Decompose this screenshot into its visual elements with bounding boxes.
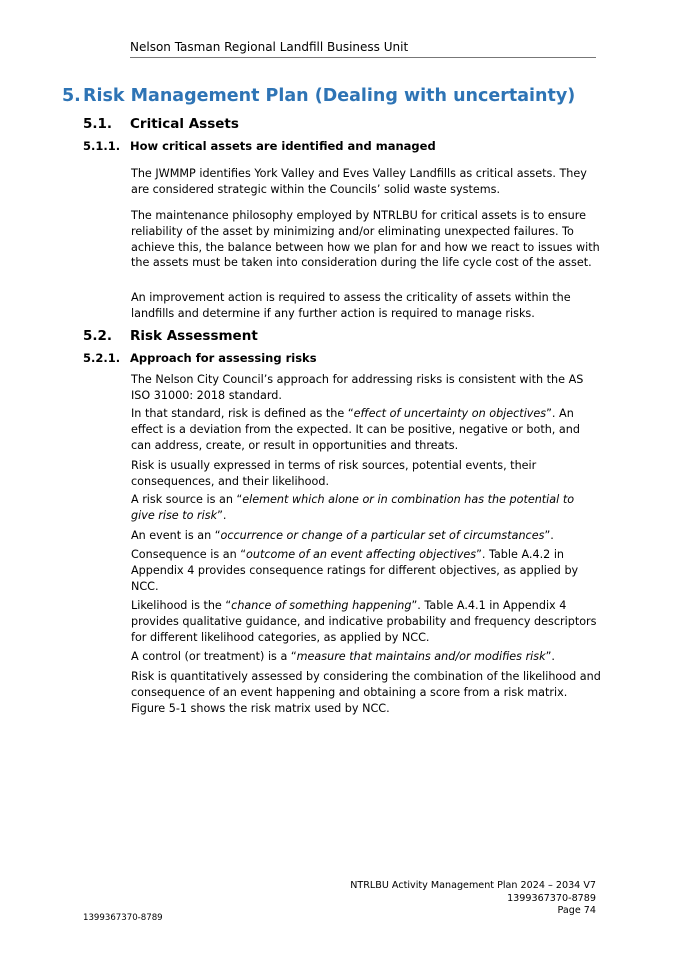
paragraph: Risk is usually expressed in terms of risk sources, potential events, their consequences, and their likelihood. <box>131 459 537 488</box>
section-number: 5.1.1. <box>83 139 121 153</box>
section-5-1-heading <box>83 116 239 132</box>
paragraph: Likelihood is the “chance of something happening”. Table A.4.1 in Appendix 4 provides qualitative guidance, and indicative probability and frequency descriptors for different likelihood categories, as applied by NCC. <box>131 599 597 644</box>
document-id: 1399367370-8789 <box>83 913 163 923</box>
section-number: 5.1. <box>83 116 113 132</box>
section-number: 5.2. <box>83 328 113 344</box>
paragraph: The maintenance philosophy employed by NTRLBU for critical assets is to ensure reliability of the asset by minimizing and/or eliminating unexpected failures. To achieve this, the balance between how we plan for and how we react to issues with the assets must be taken into consideration during the life cycle cost of the asset. <box>131 209 600 270</box>
paragraph: Consequence is an “outcome of an event affecting objectives”. Table A.4.2 in Appendix 4 provides consequence ratings for different objectives, as applied by NCC. <box>131 548 579 593</box>
section-title: Risk Assessment <box>130 328 258 344</box>
section-title: Critical Assets <box>130 116 239 132</box>
paragraph: The Nelson City Council’s approach for addressing risks is consistent with the AS ISO 31000: 2018 standard. <box>131 373 584 402</box>
footer-doc-id: 1399367370-8789 <box>507 892 596 904</box>
page-number: Page 74 <box>557 905 596 916</box>
footer-plan-title: NTRLBU Activity Management Plan 2024 – 2034 V7 <box>350 880 596 891</box>
paragraph: A risk source is an “element which alone or in combination has the potential to give rise to risk”. <box>131 493 575 522</box>
page-header <box>130 40 596 58</box>
paragraph: In that standard, risk is defined as the “effect of uncertainty on objectives”. An effect is a deviation from the expected. It can be positive, negative or both, and can address, create, or result in opportunities and threats. <box>131 407 580 452</box>
header-title: Nelson Tasman Regional Landfill Business Unit <box>130 40 409 54</box>
emphasis: outcome of an event affecting objectives <box>246 548 477 561</box>
emphasis: measure that maintains and/or modifies risk <box>296 650 546 663</box>
section-title: Risk Management Plan (Dealing with uncertainty) <box>83 86 576 106</box>
page-footer <box>350 880 596 918</box>
paragraph: An event is an “occurrence or change of a particular set of circumstances”. <box>131 529 554 542</box>
section-title: How critical assets are identified and managed <box>130 139 436 153</box>
paragraph: The JWMMP identifies York Valley and Eves Valley Landfills as critical assets. They are considered strategic within the Councils’ solid waste systems. <box>131 167 587 196</box>
paragraph: An improvement action is required to assess the criticality of assets within the landfills and determine if any further action is required to manage risks. <box>131 291 571 320</box>
section-5-2-1-heading <box>83 351 317 365</box>
section-5-1-1-heading <box>83 139 436 153</box>
section-number: 5. <box>62 86 81 106</box>
emphasis: occurrence or change of a particular set of circumstances <box>220 529 545 542</box>
paragraph: A control (or treatment) is a “measure that maintains and/or modifies risk”. <box>131 650 555 663</box>
section-title: Approach for assessing risks <box>130 351 317 365</box>
section-number: 5.2.1. <box>83 351 121 365</box>
emphasis: element which alone or in combination has the potential to give rise to risk <box>131 493 575 522</box>
emphasis: chance of something happening <box>231 599 412 612</box>
section-5-2-heading <box>83 328 258 344</box>
emphasis: effect of uncertainty on objectives <box>353 407 547 420</box>
section-5-heading <box>62 86 575 106</box>
paragraph: Risk is quantitatively assessed by considering the combination of the likelihood and consequence of an event happening and obtaining a score from a risk matrix. Figure 5-1 shows the risk matrix used by NCC. <box>131 670 601 715</box>
